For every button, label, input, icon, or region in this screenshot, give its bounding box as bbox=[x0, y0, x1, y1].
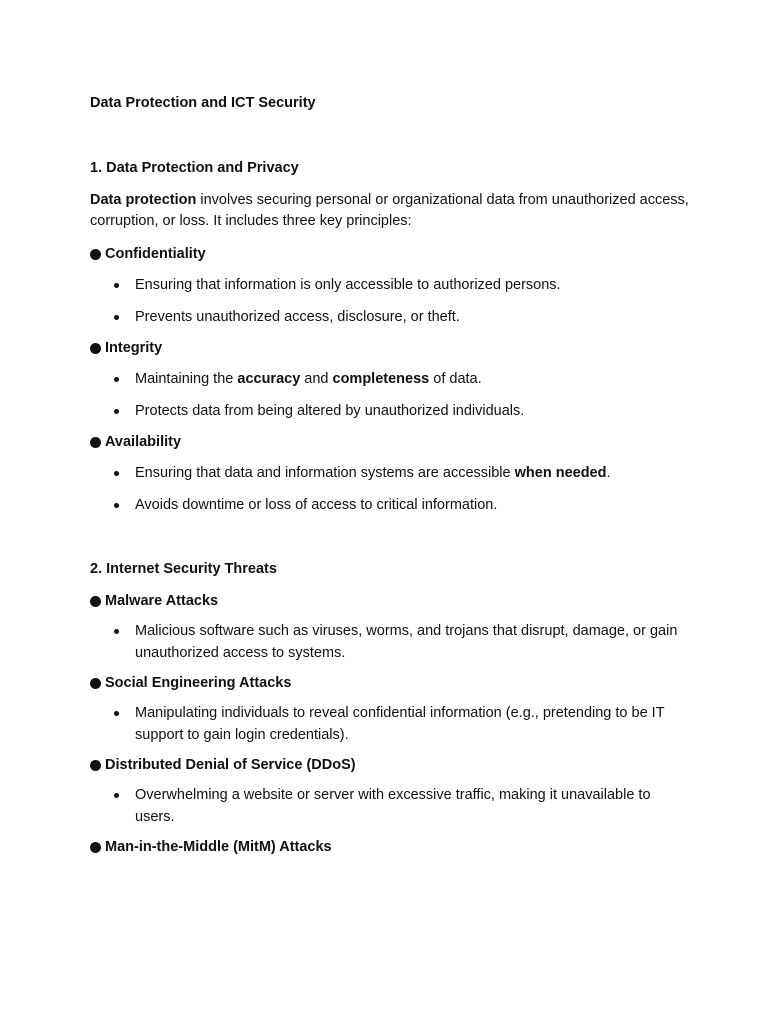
list-item-text: Manipulating individuals to reveal confidential information (e.g., pretending to be IT support to gain login credentials). bbox=[135, 705, 665, 743]
intro-text: involves securing personal or organizational data from unauthorized access, corruption, or loss. It includes three key principles: bbox=[90, 192, 689, 229]
list-item-text: Prevents unauthorized access, disclosure, or theft. bbox=[135, 309, 460, 325]
list-item bbox=[90, 462, 690, 484]
list-item-text: of data. bbox=[429, 371, 482, 387]
threat-label: Social Engineering Attacks bbox=[105, 675, 292, 691]
bullet-dot-icon bbox=[114, 711, 119, 716]
list-item-text: and bbox=[300, 371, 333, 387]
list-item-text: Ensuring that information is only accessible to authorized persons. bbox=[135, 277, 561, 293]
threat-heading-mitm bbox=[90, 837, 690, 857]
bullet-icon bbox=[90, 842, 101, 853]
list-item bbox=[90, 274, 690, 296]
bullet-dot-icon bbox=[114, 503, 119, 508]
list-item bbox=[90, 702, 690, 746]
social-engineering-points bbox=[90, 702, 690, 746]
availability-points bbox=[90, 462, 690, 516]
threat-label: Distributed Denial of Service (DDoS) bbox=[105, 757, 356, 773]
principle-heading-integrity bbox=[90, 338, 690, 358]
bullet-icon bbox=[90, 760, 101, 771]
intro-paragraph bbox=[90, 190, 690, 232]
bullet-icon bbox=[90, 437, 101, 448]
bullet-dot-icon bbox=[114, 471, 119, 476]
list-item-text: . bbox=[606, 465, 611, 481]
ddos-points bbox=[90, 784, 690, 828]
integrity-points bbox=[90, 368, 690, 422]
list-item-text: Avoids downtime or loss of access to critical information. bbox=[135, 497, 498, 513]
list-item bbox=[90, 306, 690, 328]
list-item bbox=[90, 400, 690, 422]
threat-heading-ddos bbox=[90, 755, 690, 775]
threat-label: Man-in-the-Middle (MitM) Attacks bbox=[105, 839, 332, 855]
list-item bbox=[90, 784, 690, 828]
bullet-dot-icon bbox=[114, 315, 119, 320]
bullet-dot-icon bbox=[114, 283, 119, 288]
bullet-dot-icon bbox=[114, 793, 119, 798]
bullet-icon bbox=[90, 678, 101, 689]
principle-label: Integrity bbox=[105, 340, 163, 356]
bold-term: when needed bbox=[514, 465, 607, 481]
bullet-icon bbox=[90, 343, 101, 354]
principle-label: Confidentiality bbox=[105, 246, 206, 262]
bullet-icon bbox=[90, 249, 101, 260]
threat-heading-social-engineering bbox=[90, 673, 690, 693]
list-item-text: Maintaining the bbox=[135, 371, 238, 387]
threat-label: Malware Attacks bbox=[105, 593, 219, 609]
document-page bbox=[90, 93, 690, 857]
bullet-dot-icon bbox=[114, 377, 119, 382]
bold-term: completeness bbox=[332, 371, 430, 387]
bullet-dot-icon bbox=[114, 629, 119, 634]
threat-heading-malware bbox=[90, 591, 690, 611]
section-heading-security-threats: 2. Internet Security Threats bbox=[90, 561, 277, 577]
principle-heading-availability bbox=[90, 432, 690, 452]
document-title: Data Protection and ICT Security bbox=[90, 95, 316, 111]
intro-bold-term: Data protection bbox=[90, 192, 197, 208]
principle-heading-confidentiality bbox=[90, 244, 690, 264]
list-item-text: Ensuring that data and information systems are accessible bbox=[135, 465, 515, 481]
list-item bbox=[90, 494, 690, 516]
list-item-text: Overwhelming a website or server with excessive traffic, making it unavailable to users. bbox=[135, 787, 651, 825]
bullet-dot-icon bbox=[114, 409, 119, 414]
list-item-text: Protects data from being altered by unauthorized individuals. bbox=[135, 403, 525, 419]
bullet-icon bbox=[90, 596, 101, 607]
malware-points bbox=[90, 620, 690, 664]
section-heading-data-protection: 1. Data Protection and Privacy bbox=[90, 160, 299, 176]
bold-term: accuracy bbox=[237, 371, 301, 387]
list-item bbox=[90, 620, 690, 664]
principle-label: Availability bbox=[105, 434, 182, 450]
list-item-text: Malicious software such as viruses, worms, and trojans that disrupt, damage, or gain unauthorized access to systems. bbox=[135, 623, 678, 661]
list-item bbox=[90, 368, 690, 390]
confidentiality-points bbox=[90, 274, 690, 328]
